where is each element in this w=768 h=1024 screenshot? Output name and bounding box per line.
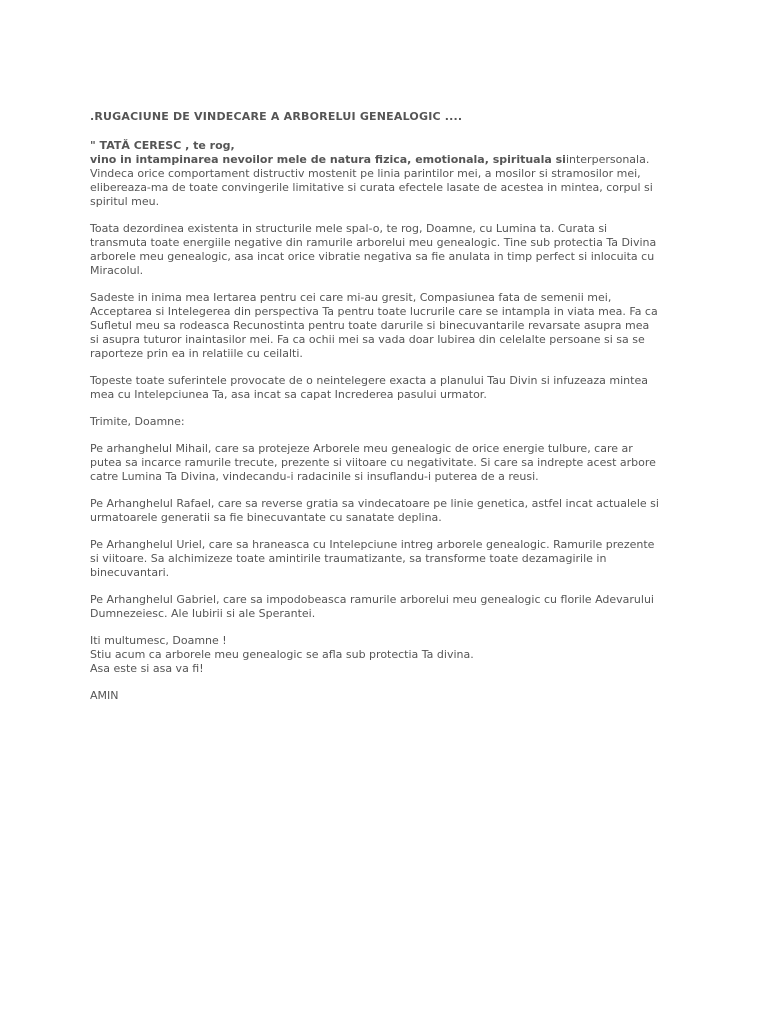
paragraph bbox=[90, 634, 690, 676]
paragraph-line: Acceptarea si Intelegerea din perspectiva Ta pentru toate lucrurile care se intampla in viata mea. Fa ca bbox=[90, 305, 658, 318]
intro-line-2: Vindeca orice comportament distructiv mostenit pe linia parintilor mei, a mosilor si stramosilor mei, bbox=[90, 167, 641, 180]
paragraph-line: AMIN bbox=[90, 689, 119, 702]
paragraph bbox=[90, 291, 690, 361]
paragraph-line: Stiu acum ca arborele meu genealogic se afla sub protectia Ta divina. bbox=[90, 648, 474, 661]
paragraph-line: Asa este si asa va fi! bbox=[90, 662, 204, 675]
paragraph-line: transmuta toate energiile negative din ramurile arborelui meu genealogic. Tine sub protectia Ta Divina bbox=[90, 236, 657, 249]
paragraph bbox=[90, 497, 690, 525]
intro-paragraph bbox=[90, 153, 690, 209]
paragraph-line: putea sa incarce ramurile trecute, prezente si viitoare cu negativitate. Si care sa indrepte acest arbore bbox=[90, 456, 656, 469]
paragraph-line: si asupra tuturor inaintasilor mei. Fa ca ochii mei sa vada doar Iubirea din celelalte persoane si sa se bbox=[90, 333, 645, 346]
paragraph-line: mea cu Intelepciunea Ta, asa incat sa capat Increderea pasului urmator. bbox=[90, 388, 487, 401]
intro-bold-text: vino in intampinarea nevoilor mele de natura fizica, emotionala, spirituala si bbox=[90, 153, 566, 166]
paragraph bbox=[90, 442, 690, 484]
paragraph-line: binecuvantari. bbox=[90, 566, 170, 579]
paragraph-line: si viitoare. Sa alchimizeze toate amintirile traumatizante, sa transforme toate dezamagirile in bbox=[90, 552, 607, 565]
paragraph-line: Miracolul. bbox=[90, 264, 144, 277]
intro-line-4: spiritul meu. bbox=[90, 195, 160, 208]
paragraph-line: Pe Arhanghelul Gabriel, care sa impodobeasca ramurile arborelui meu genealogic cu florile Adevarului bbox=[90, 593, 654, 606]
paragraph-line: Dumnezeiesc. Ale Iubirii si ale Sperantei. bbox=[90, 607, 316, 620]
paragraph-line: Sadeste in inima mea Iertarea pentru cei care mi-au gresit, Compasiunea fata de semenii mei, bbox=[90, 291, 612, 304]
paragraph-line: Topeste toate suferintele provocate de o neintelegere exacta a planului Tau Divin si infuzeaza mintea bbox=[90, 374, 648, 387]
paragraph bbox=[90, 593, 690, 621]
document-page bbox=[90, 110, 690, 716]
prayer-body bbox=[90, 222, 690, 703]
paragraph bbox=[90, 374, 690, 402]
paragraph-line: Trimite, Doamne: bbox=[90, 415, 185, 428]
paragraph bbox=[90, 222, 690, 278]
paragraph-line: catre Lumina Ta Divina, vindecandu-i radacinile si insuflandu-i puterea de a reusi. bbox=[90, 470, 539, 483]
paragraph-line: Iti multumesc, Doamne ! bbox=[90, 634, 227, 647]
paragraph-line: Sufletul meu sa rodeasca Recunostinta pentru toate darurile si binecuvantarile revarsate asupra mea bbox=[90, 319, 650, 332]
paragraph-line: Pe arhanghelul Mihail, care sa protejeze Arborele meu genealogic de orice energie tulbure, care ar bbox=[90, 442, 633, 455]
paragraph bbox=[90, 538, 690, 580]
paragraph-line: Pe Arhanghelul Uriel, care sa hraneasca cu Intelepciune intreg arborele genealogic. Ramurile prezente bbox=[90, 538, 655, 551]
salutation: " TATĂ CERESC , te rog, bbox=[90, 139, 235, 152]
paragraph bbox=[90, 415, 690, 429]
intro-rest-text: interpersonala. bbox=[565, 153, 650, 166]
intro-line-3: elibereaza-ma de toate convingerile limitative si curata efectele lasate de acestea in mintea, corpul si bbox=[90, 181, 653, 194]
paragraph-line: urmatoarele generatii sa fie binecuvantate cu sanatate deplina. bbox=[90, 511, 442, 524]
intro-line-1 bbox=[90, 153, 690, 167]
paragraph-line: Toata dezordinea existenta in structurile mele spal-o, te rog, Doamne, cu Lumina ta. Curata si bbox=[90, 222, 608, 235]
paragraph-line: raporteze prin ea in relatiile cu ceilalti. bbox=[90, 347, 303, 360]
paragraph bbox=[90, 689, 690, 703]
paragraph-line: arborele meu genealogic, asa incat orice vibratie negativa sa fie anulata in timp perfect si inlocuita cu bbox=[90, 250, 655, 263]
paragraph-line: Pe Arhanghelul Rafael, care sa reverse gratia sa vindecatoare pe linie genetica, astfel incat actualele si bbox=[90, 497, 659, 510]
document-title: .RUGACIUNE DE VINDECARE A ARBORELUI GENEALOGIC .... bbox=[90, 110, 463, 123]
